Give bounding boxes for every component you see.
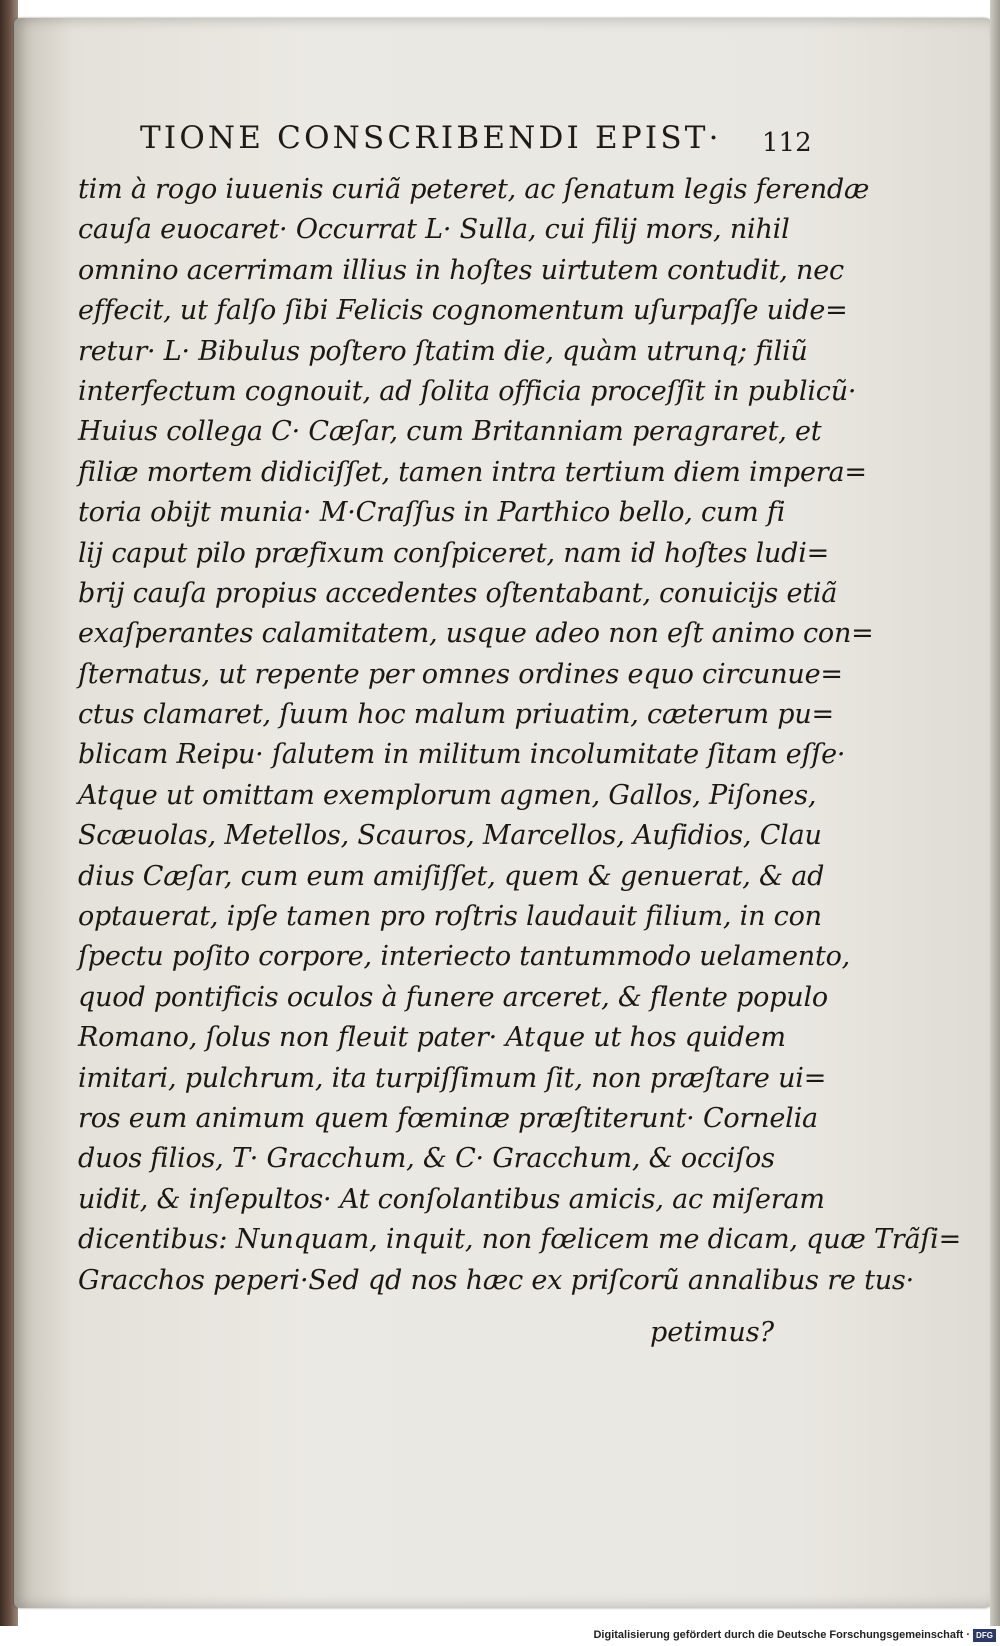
digitization-credit: Digitalisierung gefördert durch die Deutsche Forschungsgemeinschaft · — [593, 1629, 970, 1641]
body-text — [78, 170, 962, 1301]
text-line: effecit, ut falſo ſibi Felicis cognomentum uſurpaſſe uide= — [78, 295, 848, 327]
text-line: interfectum cognouit, ad ſolita officia proceſſit in publicũ· — [78, 375, 857, 407]
text-line: Romano, ſolus non fleuit pater· Atque ut hos quidem — [78, 1022, 786, 1054]
catchword: petimus? — [650, 1317, 775, 1348]
text-line: tim à rogo iuuenis curiã peteret, ac ſenatum legis ferendæ — [78, 174, 870, 205]
text-line: Atque ut omittam exemplorum agmen, Gallos, Piſones, — [78, 779, 817, 811]
text-line: imitari, pulchrum, ita turpiſſimum ſit, non præſtare ui= — [78, 1062, 827, 1094]
text-line: brij cauſa propius accedentes oſtentabant, conuicijs etiã — [78, 577, 838, 609]
text-line: duos filios, T· Gracchum, & C· Gracchum, & occiſos — [78, 1143, 775, 1175]
text-line: omnino acerrimam illius in hoſtes uirtutem contudit, nec — [78, 254, 844, 286]
text-line: Huius collega C· Cæſar, cum Britanniam peragraret, et — [78, 416, 822, 448]
text-line: ſpectu poſito corpore, interiecto tantummodo uelamento, — [78, 941, 851, 973]
text-line: toria obijt munia· M·Craſſus in Parthico bello, cum fi — [78, 497, 786, 529]
dfg-logo: DFG — [973, 1629, 996, 1642]
text-line: quod pontificis oculos à funere arceret, & flente populo — [78, 981, 828, 1013]
text-line: filiæ mortem didiciſſet, tamen intra tertium diem impera= — [78, 456, 867, 488]
text-line: ſternatus, ut repente per omnes ordines equo circunue= — [78, 658, 843, 690]
page-number: 112 — [762, 128, 812, 158]
page-right-edge — [990, 0, 1000, 1646]
text-line: exaſperantes calamitatem, usque adeo non eſt animo con= — [78, 618, 874, 650]
text-line: ros eum animum quem fœminæ præſtiterunt· Cornelia — [78, 1102, 818, 1134]
text-line: dius Cæſar, cum eum amiſiſſet, quem & genuerat, & ad — [78, 860, 825, 892]
text-line: Scæuolas, Metellos, Scauros, Marcellos, Aufidios, Clau — [78, 820, 822, 852]
running-head: TIONE CONSCRIBENDI EPIST· — [140, 120, 722, 156]
text-line: dicentibus: Nunquam, inquit, non fœlicem me dicam, quæ Trãſi= — [78, 1224, 962, 1256]
text-line: cauſa euocaret· Occurrat L· Sulla, cui filij mors, nihil — [78, 214, 790, 246]
text-line: optauerat, ipſe tamen pro roſtris laudauit filium, in con — [78, 901, 822, 933]
text-line: uidit, & inſepultos· At conſolantibus amicis, ac miſeram — [78, 1183, 825, 1215]
text-line: ctus clamaret, ſuum hoc malum priuatim, cæterum pu= — [78, 699, 834, 731]
text-line: lij caput pilo præfixum conſpiceret, nam id hoſtes ludi= — [78, 537, 830, 569]
text-line: retur· L· Bibulus poſtero ſtatim die, quàm utrunq; filiũ — [78, 335, 808, 367]
text-line: Gracchos peperi·Sed qd nos hæc ex priſcorũ annalibus re tus· — [78, 1264, 914, 1296]
text-line: blicam Reipu· ſalutem in militum incolumitate ſitam eſſe· — [78, 739, 846, 771]
